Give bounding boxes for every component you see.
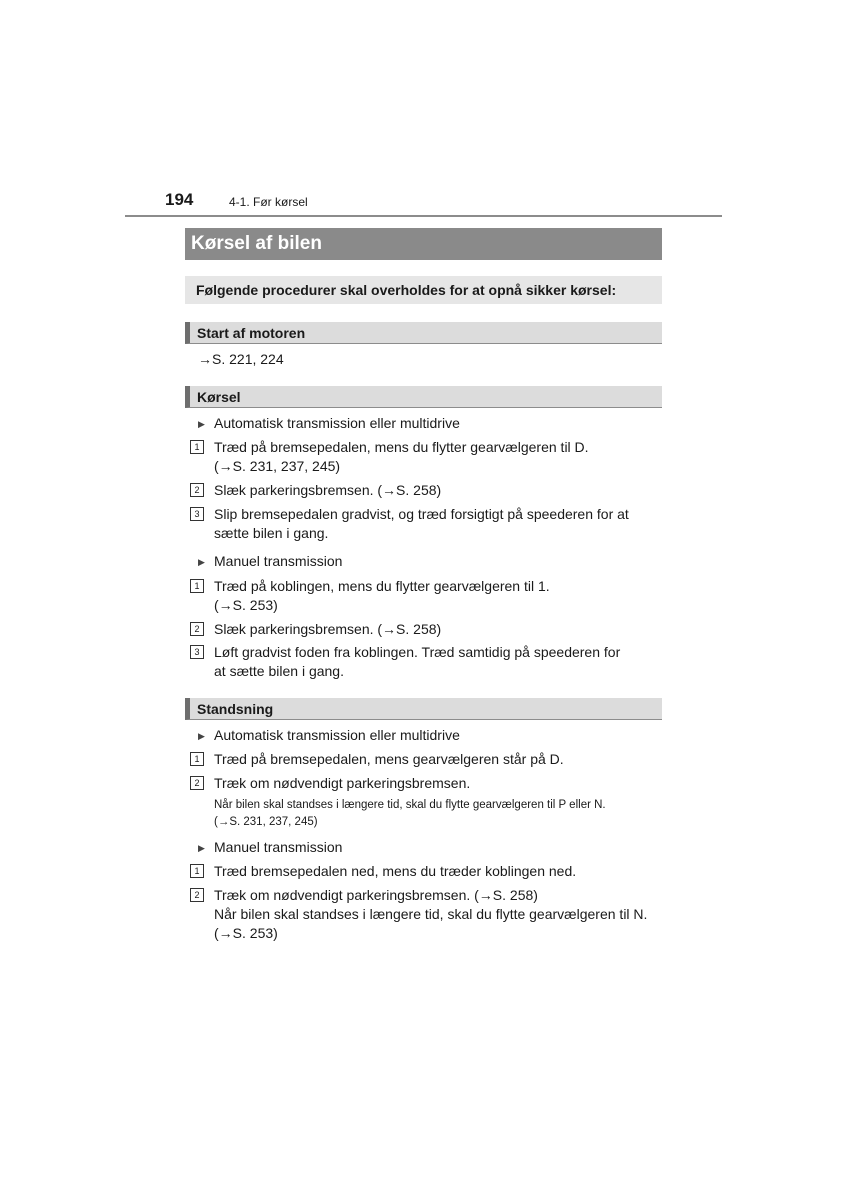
driving-manual-step-2: 2 Slæk parkeringsbremsen. (→S. 258) (190, 620, 662, 639)
section-heading-start: Start af motoren (185, 322, 662, 344)
driving-auto-step-1: 1 Træd på bremsepedalen, mens du flytter gearvælgeren til D. (→S. 231, 237, 245) (190, 438, 662, 476)
driving-manual-step-1: 1 Træd på koblingen, mens du flytter gearvælgeren til 1. (→S. 253) (190, 577, 662, 615)
driving-manual-label: ▶ Manuel transmission (198, 552, 342, 572)
triangle-bullet-icon: ▶ (198, 731, 205, 741)
step-number-badge: 1 (190, 440, 204, 454)
triangle-bullet-icon: ▶ (198, 557, 205, 567)
section-heading-stopping: Standsning (185, 698, 662, 720)
triangle-bullet-icon: ▶ (198, 419, 205, 429)
stopping-manual-step-1: 1 Træd bremsepedalen ned, mens du træder koblingen ned. (190, 862, 662, 881)
stopping-manual-label: ▶ Manuel transmission (198, 838, 342, 858)
step-number-badge: 1 (190, 864, 204, 878)
page-number: 194 (165, 190, 194, 209)
step-number-badge: 2 (190, 888, 204, 902)
step-number-badge: 3 (190, 645, 204, 659)
step-number-badge: 2 (190, 622, 204, 636)
step-number-badge: 1 (190, 579, 204, 593)
driving-auto-step-3: 3 Slip bremsepedalen gradvist, og træd forsigtigt på speederen for at sætte bilen i gang. (190, 505, 662, 543)
page-title: Kørsel af bilen (185, 228, 662, 260)
stopping-auto-step-1: 1 Træd på bremsepedalen, mens gearvælgeren står på D. (190, 750, 662, 769)
step-number-badge: 3 (190, 507, 204, 521)
intro-box: Følgende procedurer skal overholdes for at opnå sikker kørsel: (185, 276, 662, 304)
step-number-badge: 1 (190, 752, 204, 766)
driving-auto-step-2: 2 Slæk parkeringsbremsen. (→S. 258) (190, 481, 662, 500)
triangle-bullet-icon: ▶ (198, 843, 205, 853)
stopping-auto-note: Når bilen skal standses i længere tid, skal du flytte gearvælgeren til P eller N. (→S. 231, 237, 245) (214, 799, 606, 828)
stopping-auto-label: ▶ Automatisk transmission eller multidrive (198, 726, 460, 746)
driving-manual-step-3: 3 Løft gradvist foden fra koblingen. Træd samtidig på speederen for at sætte bilen i gang. (190, 643, 662, 681)
stopping-manual-step-2: 2 Træk om nødvendigt parkeringsbremsen. (→S. 258) Når bilen skal standses i længere tid, skal du flytte gearvælgeren til N. (→S. 253) (190, 886, 662, 943)
stopping-auto-step-2: 2 Træk om nødvendigt parkeringsbremsen. (190, 774, 662, 793)
chapter-title: 4-1. Før kørsel (229, 195, 308, 209)
section-heading-driving: Kørsel (185, 386, 662, 408)
step-number-badge: 2 (190, 483, 204, 497)
step-number-badge: 2 (190, 776, 204, 790)
start-reference: →S. 221, 224 (198, 351, 284, 367)
driving-auto-label: ▶ Automatisk transmission eller multidrive (198, 414, 460, 434)
header-divider (125, 215, 722, 217)
